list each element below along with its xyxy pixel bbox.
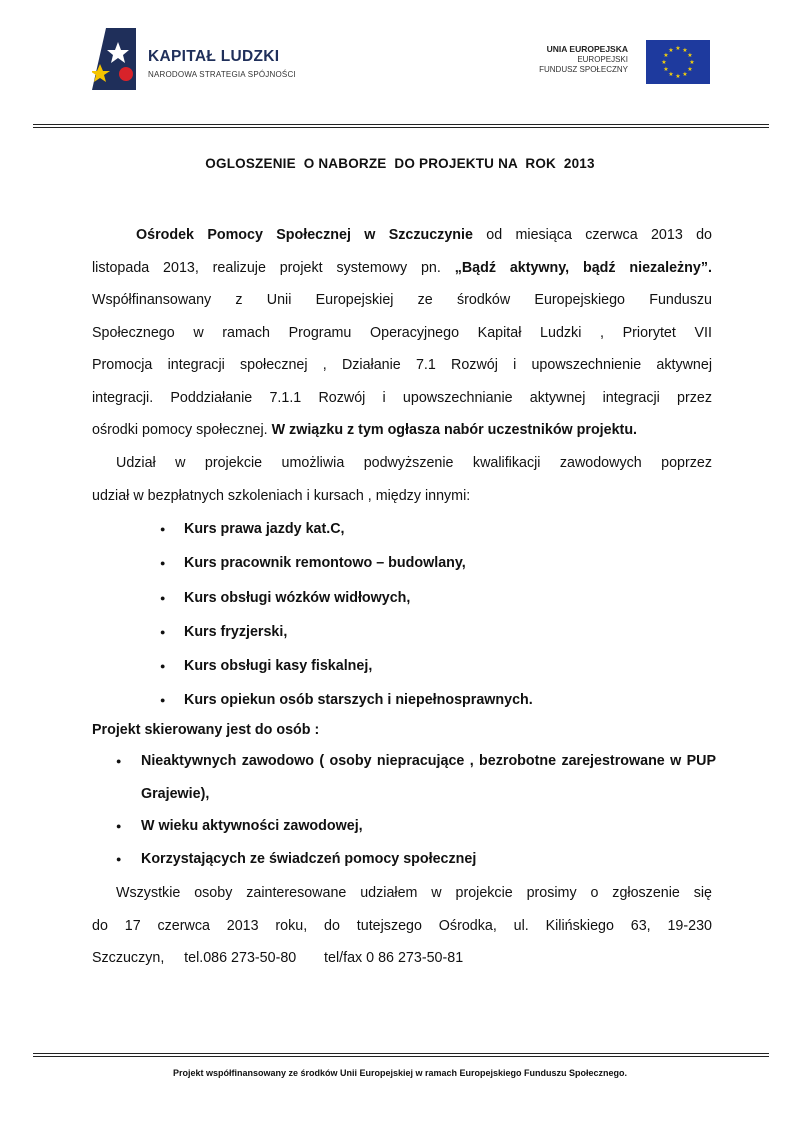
intro-line-3: Współfinansowany z Unii Europejskiej ze środków Europejskiego Funduszu: [92, 292, 712, 308]
list-item: ● Kurs fryzjerski,: [160, 615, 720, 649]
kapital-ludzki-mark-icon: [92, 28, 136, 90]
participation-line-2: udział w bezpłatnych szkoleniach i kursach , między innymi:: [92, 487, 471, 504]
svg-text:★: ★: [661, 59, 667, 66]
kapital-ludzki-logo: [92, 28, 302, 92]
eu-flag-icon: [646, 40, 710, 84]
list-item: ● Kurs obsługi wózków widłowych,: [160, 581, 720, 615]
svg-text:★: ★: [687, 66, 693, 73]
svg-text:★: ★: [663, 66, 669, 73]
intro-paragraph: [92, 219, 712, 447]
intro-line-5: Promocja integracji społecznej , Działanie 7.1 Rozwój i upowszechnienie aktywnej: [92, 357, 712, 373]
list-item: ● Nieaktywnych zawodowo ( osoby niepracujące , bezrobotne zarejestrowane w PUP Grajewie),: [116, 745, 716, 810]
svg-text:★: ★: [675, 73, 681, 80]
contact-line-2: do 17 czerwca 2013 roku, do tutejszego Ośrodka, ul. Kilińskiego 63, 19-230: [92, 917, 712, 934]
list-item: ● Kurs pracownik remontowo – budowlany,: [160, 546, 720, 580]
kapital-ludzki-subtitle: NARODOWA STRATEGIA SPÓJNOŚCI: [148, 70, 296, 79]
list-item: ● Kurs obsługi kasy fiskalnej,: [160, 649, 720, 683]
svg-text:★: ★: [663, 52, 669, 59]
contact-line-1: Wszystkie osoby zainteresowane udziałem w projekcie prosimy o zgłoszenie się: [116, 885, 712, 901]
footer-divider-secondary: [33, 1056, 769, 1057]
svg-text:★: ★: [682, 47, 688, 54]
kapital-ludzki-title: KAPITAŁ LUDZKI: [148, 48, 280, 65]
project-name: „Bądź aktywny, bądź niezależny”.: [454, 259, 712, 276]
svg-text:★: ★: [675, 45, 681, 52]
svg-text:★: ★: [687, 52, 693, 59]
target-heading: Projekt skierowany jest do osób :: [92, 722, 320, 738]
participation-line-1: Udział w projekcie umożliwia podwyższenie kwalifikacji zawodowych poprzez: [116, 455, 712, 471]
contact-paragraph: [92, 877, 712, 975]
intro-line-4: Społecznego w ramach Programu Operacyjnego Kapitał Ludzki , Priorytet VII: [92, 324, 712, 341]
intro-line-2: listopada 2013, realizuje projekt systemowy pn.: [92, 259, 455, 276]
contact-line-3: Szczuczyn, tel.086 273-50-80 tel/fax 0 86 273-50-81: [92, 950, 464, 966]
svg-text:★: ★: [682, 71, 688, 78]
participation-paragraph: [92, 447, 712, 512]
eu-logo-line2: EUROPEJSKI: [577, 55, 628, 64]
svg-text:★: ★: [668, 47, 674, 54]
recruitment-announcement: W związku z tym ogłasza nabór uczestników projektu.: [271, 422, 638, 438]
list-item: ● Kurs prawa jazdy kat.C,: [160, 512, 720, 546]
eu-logo: [540, 38, 720, 88]
svg-text:★: ★: [668, 71, 674, 78]
list-item: ● Kurs opiekun osób starszych i niepełnosprawnych.: [160, 683, 720, 717]
list-item: ● W wieku aktywności zawodowej,: [116, 810, 716, 843]
eu-logo-line3: FUNDUSZ SPOŁECZNY: [539, 65, 628, 74]
page-header: [0, 0, 800, 120]
eu-logo-text: [539, 44, 628, 75]
header-divider-secondary: [33, 127, 769, 128]
footer-divider: [33, 1053, 769, 1054]
svg-text:★: ★: [689, 59, 695, 66]
list-item: ● Korzystających ze świadczeń pomocy społecznej: [116, 843, 716, 876]
courses-list: [160, 512, 720, 718]
footer-note: Projekt współfinansowany ze środków Unii Europejskiej w ramach Europejskiego Funduszu Społecznego.: [172, 1068, 628, 1078]
intro-line-6: integracji. Poddziałanie 7.1.1 Rozwój i upowszechnianie aktywnej integracji przez: [92, 389, 712, 406]
header-divider: [33, 124, 769, 125]
eu-logo-line1: UNIA EUROPEJSKA: [546, 44, 628, 54]
intro-line-1: od miesiąca czerwca 2013 do: [472, 227, 712, 243]
target-list: [116, 745, 716, 875]
document-title: OGLOSZENIE O NABORZE DO PROJEKTU NA ROK 2013: [205, 156, 595, 171]
intro-line-7: ośrodki pomocy społecznej.: [92, 422, 272, 438]
organization-name: Ośrodek Pomocy Społecznej w Szczuczynie: [136, 227, 473, 243]
